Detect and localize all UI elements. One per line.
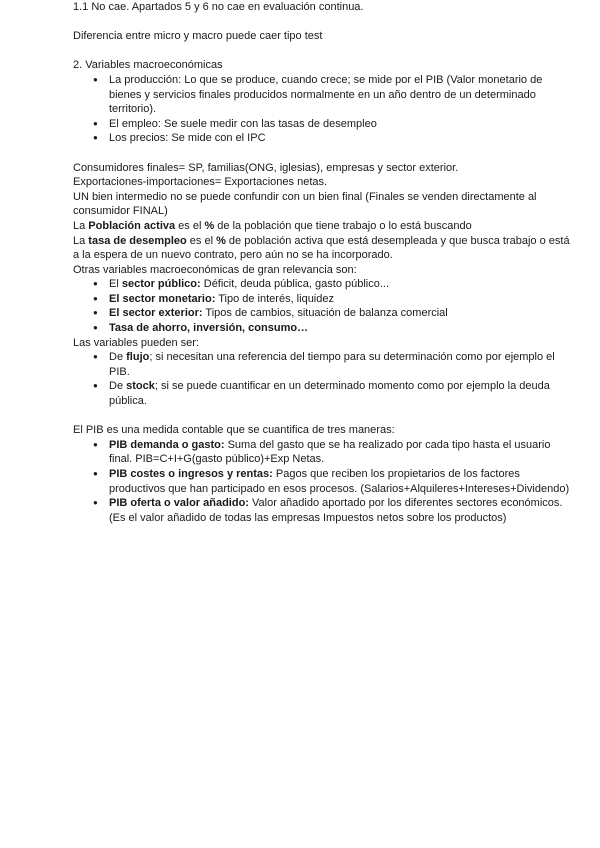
variables-intro: Las variables pueden ser:	[73, 336, 199, 349]
list-item: ● Tasa de ahorro, inversión, consumo…	[109, 321, 573, 336]
poblacion-activa-line: La Población activa es el % de la población que tiene trabajo o lo está buscando	[73, 219, 472, 232]
tipos-variables-list	[73, 350, 573, 408]
list-item: ● De flujo; si necesitan una referencia del tiempo para su determinación como por ejemplo el PIB.	[109, 350, 573, 379]
macro-variables-list	[73, 73, 573, 146]
list-item: ● El empleo: Se suele medir con las tasas de desempleo	[109, 117, 573, 132]
pib-intro: El PIB es una medida contable que se cuantifica de tres maneras:	[73, 424, 395, 437]
list-item: ● El sector monetario: Tipo de interés, liquidez	[109, 292, 573, 307]
otras-intro: Otras variables macroeconómicas de gran relevancia son:	[73, 263, 357, 276]
list-item: ● PIB costes o ingresos y rentas: Pagos que reciben los propietarios de los factores productivos que han participado en esos procesos. (Salarios+Alquileres+Intereses+Dividendo)	[109, 467, 573, 496]
bien-intermedio-line: UN bien intermedio no se puede confundir con un bien final (Finales se venden directamente al consumidor FINAL)	[73, 190, 537, 218]
list-item: ● El sector exterior: Tipos de cambios, situación de balanza comercial	[109, 306, 573, 321]
consumidores-line: Consumidores finales= SP, familias(ONG, iglesias), empresas y sector exterior.	[73, 161, 459, 174]
tasa-desempleo-line: La tasa de desempleo es el % de población activa que está desempleada y que busca trabajo o está a la espera de un nuevo contrato, pero aún no se ha incorporado.	[73, 234, 570, 262]
pib-methods-list	[73, 438, 573, 526]
note-line-2: Diferencia entre micro y macro puede caer tipo test	[73, 30, 323, 43]
exportaciones-line: Exportaciones-importaciones= Exportaciones netas.	[73, 176, 328, 189]
document-page	[73, 0, 573, 525]
list-item: ● El sector público: Déficit, deuda pública, gasto público...	[109, 277, 573, 292]
otras-variables-list	[73, 277, 573, 335]
list-item: ● De stock; si se puede cuantificar en un determinado momento como por ejemplo la deuda pública.	[109, 379, 573, 408]
list-item: ● PIB oferta o valor añadido: Valor añadido aportado por los diferentes sectores económicos.(Es el valor añadido de todas las empresas Impuestos netos sobre los productos)	[109, 496, 573, 525]
section-2-title: 2. Variables macroeconómicas	[73, 59, 223, 72]
list-item: ● PIB demanda o gasto: Suma del gasto que se ha realizado por cada tipo hasta el usuario final. PIB=C+I+G(gasto público)+Exp Netas.	[109, 438, 573, 467]
note-line-1: 1.1 No cae. Apartados 5 y 6 no cae en evaluación continua.	[73, 1, 364, 13]
list-item: ● Los precios: Se mide con el IPC	[109, 131, 573, 146]
list-item: ● La producción: Lo que se produce, cuando crece; se mide por el PIB (Valor monetario de bienes y servicios finales producidos normalmente en un año dentro de un determinado territorio).	[109, 73, 573, 117]
